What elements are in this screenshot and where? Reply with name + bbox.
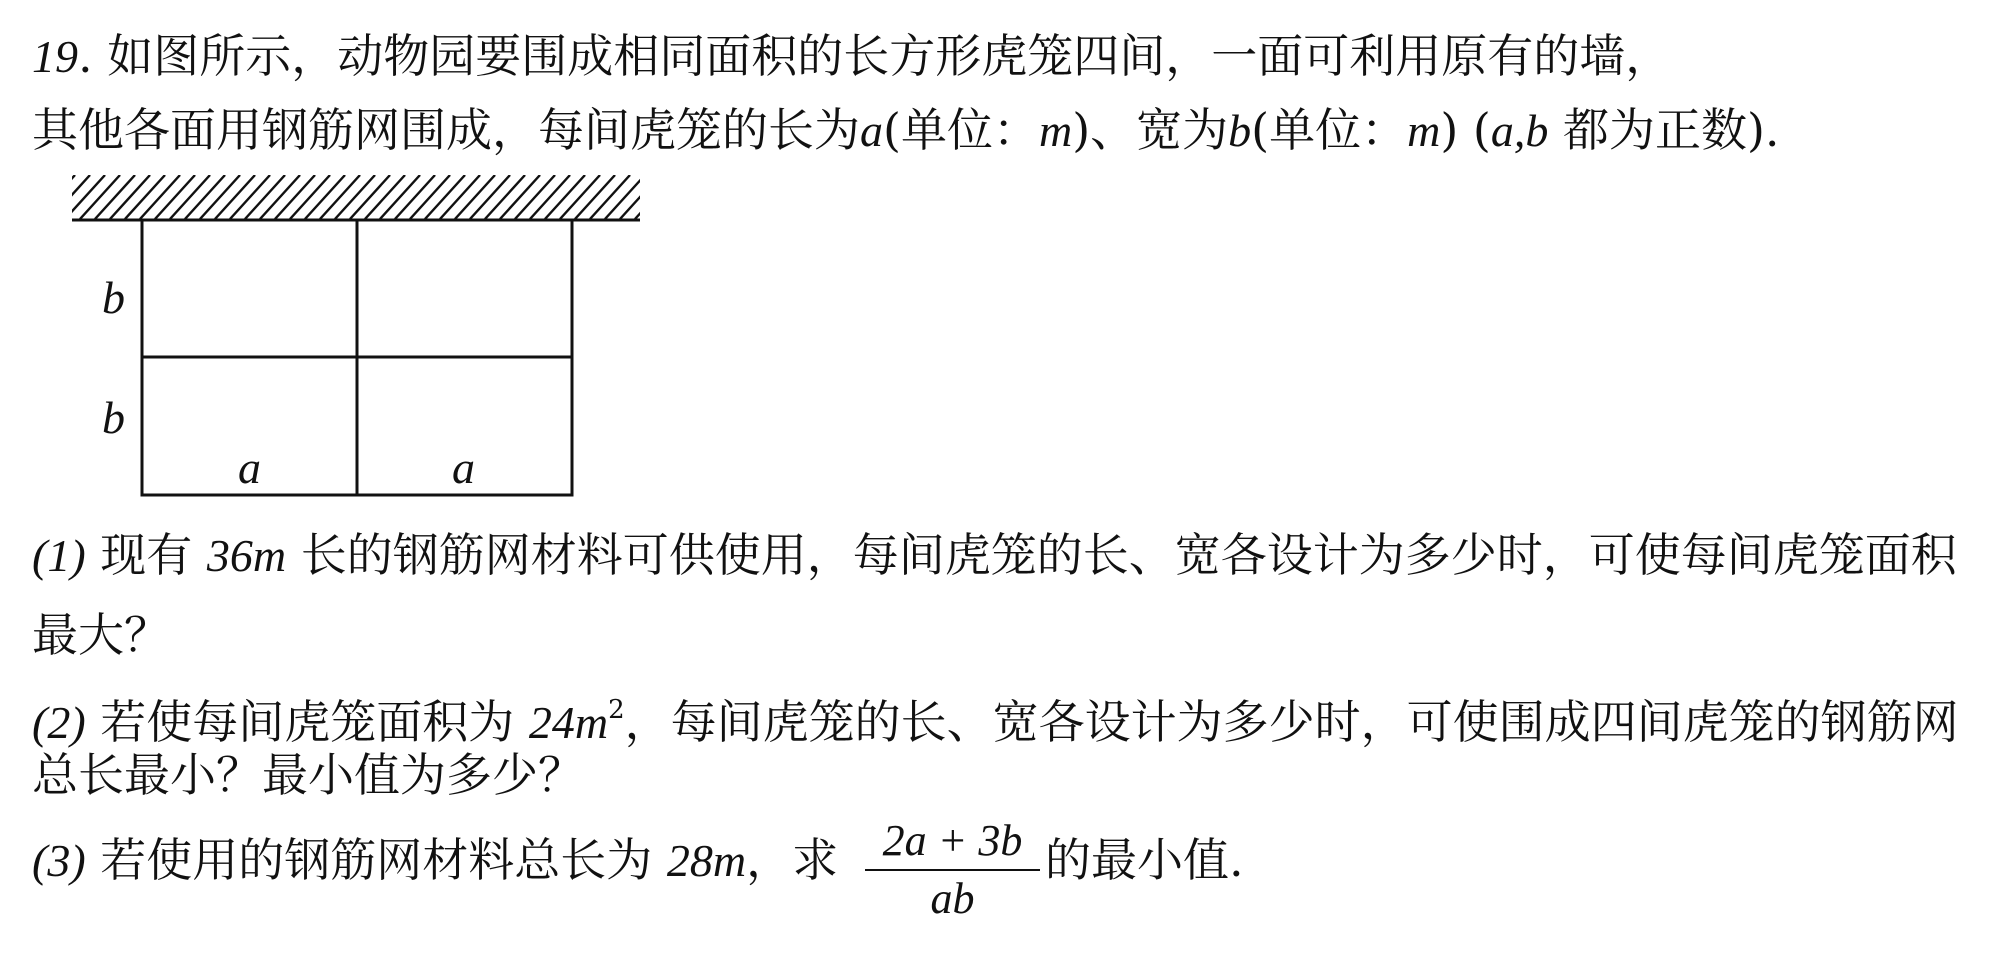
hatch-stroke [650,175,660,219]
stem-text-2a: 其他各面用钢筋网围成，每间虎笼的长为 [32,103,860,157]
question-1-number: (1) [32,530,86,581]
unit-open-1: (单位： [883,103,1039,157]
question-1-amount: 36m [206,530,287,581]
label-a-left: a [238,442,261,493]
question-1-line-2 [32,605,170,665]
question-3-text-a: 若使用的钢筋网材料总长为 [85,833,653,887]
unit-m-2: m [1407,105,1441,156]
label-b-top: b [102,272,125,323]
cage-figure [60,175,660,515]
question-3-number: (3) [32,835,86,886]
question-2-text-a: 若使每间虎笼面积为 [85,695,515,749]
question-3-text-b: ，求 [746,833,839,887]
problem-number: 19 [32,31,78,82]
var-b: b [1228,105,1252,156]
question-3-amount: 28m [666,835,747,886]
label-a-right: a [452,442,475,493]
question-2-superscript: 2 [608,695,625,725]
stem-line-2 [32,100,1780,161]
question-1-text-c: 最大？ [32,608,170,662]
label-b-bottom: b [102,392,125,443]
question-2-amount: 24m [528,697,609,748]
question-3-text-c: 的最小值. [1045,833,1244,887]
question-2-line-2 [32,745,584,805]
question-2-line-1 [32,680,1959,753]
unit-m-1: m [1038,105,1073,156]
fraction-bar [865,869,1040,871]
var-ab: a,b [1490,105,1549,156]
question-1-text-b: 长的钢筋网材料可供使用，每间虎笼的长、宽各设计为多少时，可使每间虎笼面积 [300,528,1957,582]
question-3-tail [1045,830,1244,890]
unit-close-2: ) [1440,103,1459,157]
unit-close-1: ) [1072,103,1091,157]
wall-hatching [60,175,660,219]
question-2-number: (2) [32,697,86,748]
problem-number-punct: . [78,29,93,83]
stem-text-1: 如图所示，动物园要围成相同面积的长方形虎笼四间，一面可利用原有的墙， [107,29,1672,83]
fraction-denominator: ab [930,874,975,923]
question-3-line [32,830,838,891]
var-a: a [860,105,883,156]
question-2-text-b: ，每间虎笼的长、宽各设计为多少时，可使围成四间虎笼的钢筋网 [624,695,1959,749]
question-1-text-a: 现有 [85,528,193,582]
stem-line-1 [32,26,1671,87]
paren-open: ( [1472,103,1491,157]
question-1-line-1 [32,525,1957,586]
fraction [865,815,1040,925]
hatch-stroke [60,175,75,219]
unit-open-2: (单位： [1251,103,1408,157]
stem-text-2d: 都为正数). [1562,103,1780,157]
question-2-text-c: 总长最小？最小值为多少？ [32,748,584,802]
fraction-numerator: 2a + 3b [882,816,1023,865]
stem-text-2b: 、宽为 [1090,103,1229,157]
